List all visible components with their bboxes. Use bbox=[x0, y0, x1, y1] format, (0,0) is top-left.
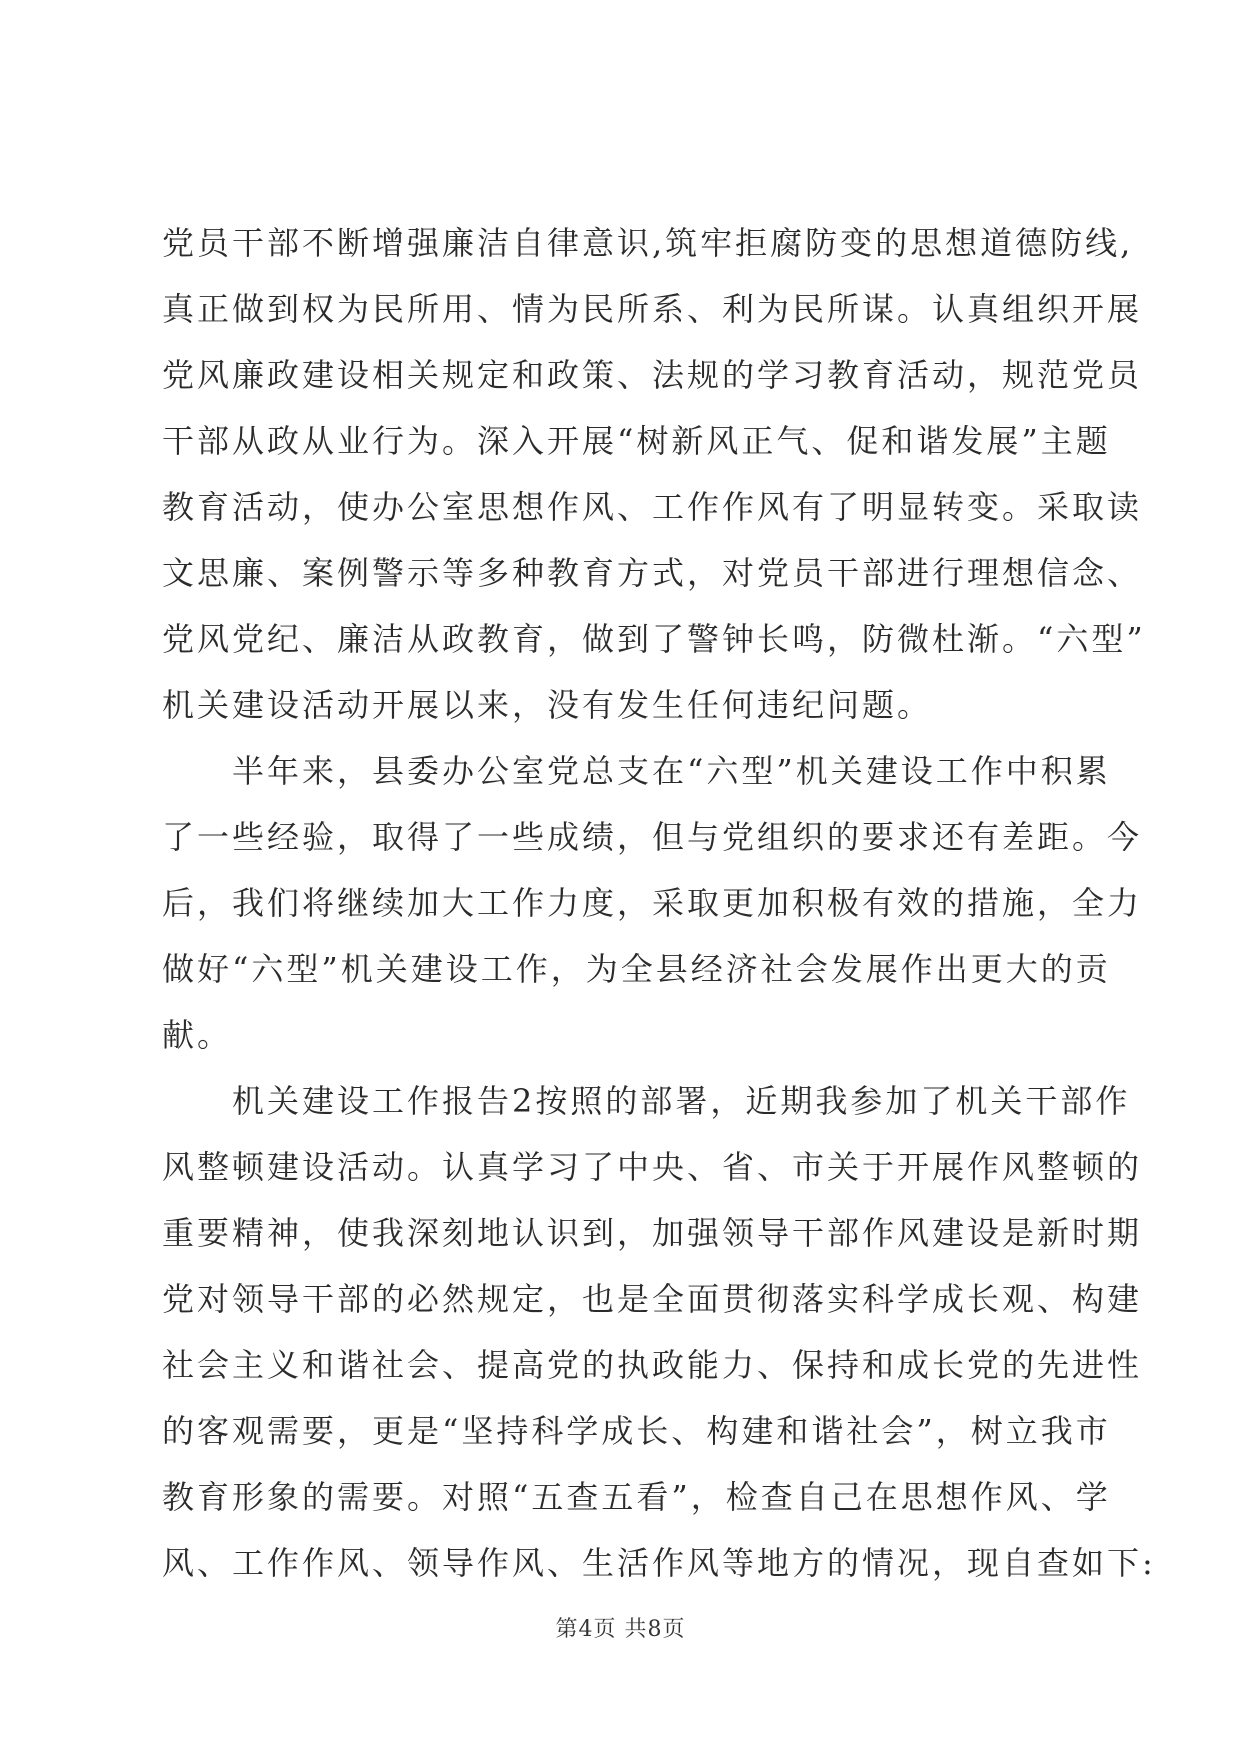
text-line: 做好“六型”机关建设工作，为全县经济社会发展作出更大的贡 bbox=[162, 950, 1111, 988]
paragraph-first-line: 半年来，县委办公室党总支在“六型”机关建设工作中积累 bbox=[232, 752, 1111, 790]
paragraph-first-line: 机关建设工作报告2按照的部署，近期我参加了机关干部作 bbox=[232, 1082, 1131, 1120]
text-line: 文思廉、案例警示等多种教育方式，对党员干部进行理想信念、 bbox=[162, 554, 1143, 592]
text-line: 机关建设活动开展以来，没有发生任何违纪问题。 bbox=[162, 686, 933, 724]
text-line: 真正做到权为民所用、情为民所系、利为民所谋。认真组织开展 bbox=[162, 290, 1143, 328]
text-line: 教育活动，使办公室思想作风、工作作风有了明显转变。采取读 bbox=[162, 488, 1143, 526]
text-line: 干部从政从业行为。深入开展“树新风正气、促和谐发展”主题 bbox=[162, 422, 1111, 460]
text-line: 风、工作作风、领导作风、生活作风等地方的情况，现自查如下: bbox=[162, 1544, 1156, 1582]
text-line: 教育形象的需要。对照“五查五看”，检查自己在思想作风、学 bbox=[162, 1478, 1111, 1516]
page-number-footer: 第4页 共8页 bbox=[555, 1617, 686, 1642]
text-line: 党风廉政建设相关规定和政策、法规的学习教育活动，规范党员 bbox=[162, 356, 1143, 394]
text-line: 社会主义和谐社会、提高党的执政能力、保持和成长党的先进性 bbox=[162, 1346, 1143, 1384]
text-line: 的客观需要，更是“坚持科学成长、构建和谐社会”，树立我市 bbox=[162, 1412, 1111, 1450]
text-line: 党员干部不断增强廉洁自律意识,筑牢拒腐防变的思想道德防线, bbox=[162, 224, 1134, 262]
text-line: 了一些经验，取得了一些成绩，但与党组织的要求还有差距。今 bbox=[162, 818, 1143, 856]
text-line: 后，我们将继续加大工作力度，采取更加积极有效的措施，全力 bbox=[162, 884, 1143, 922]
text-line: 风整顿建设活动。认真学习了中央、省、市关于开展作风整顿的 bbox=[162, 1148, 1143, 1186]
text-line: 党风党纪、廉洁从政教育，做到了警钟长鸣，防微杜渐。“六型” bbox=[162, 620, 1146, 658]
text-line: 献。 bbox=[162, 1016, 233, 1054]
text-line: 党对领导干部的必然规定，也是全面贯彻落实科学成长观、构建 bbox=[162, 1280, 1143, 1318]
document-body bbox=[162, 210, 1156, 1596]
text-line: 重要精神，使我深刻地认识到，加强领导干部作风建设是新时期 bbox=[162, 1214, 1143, 1252]
